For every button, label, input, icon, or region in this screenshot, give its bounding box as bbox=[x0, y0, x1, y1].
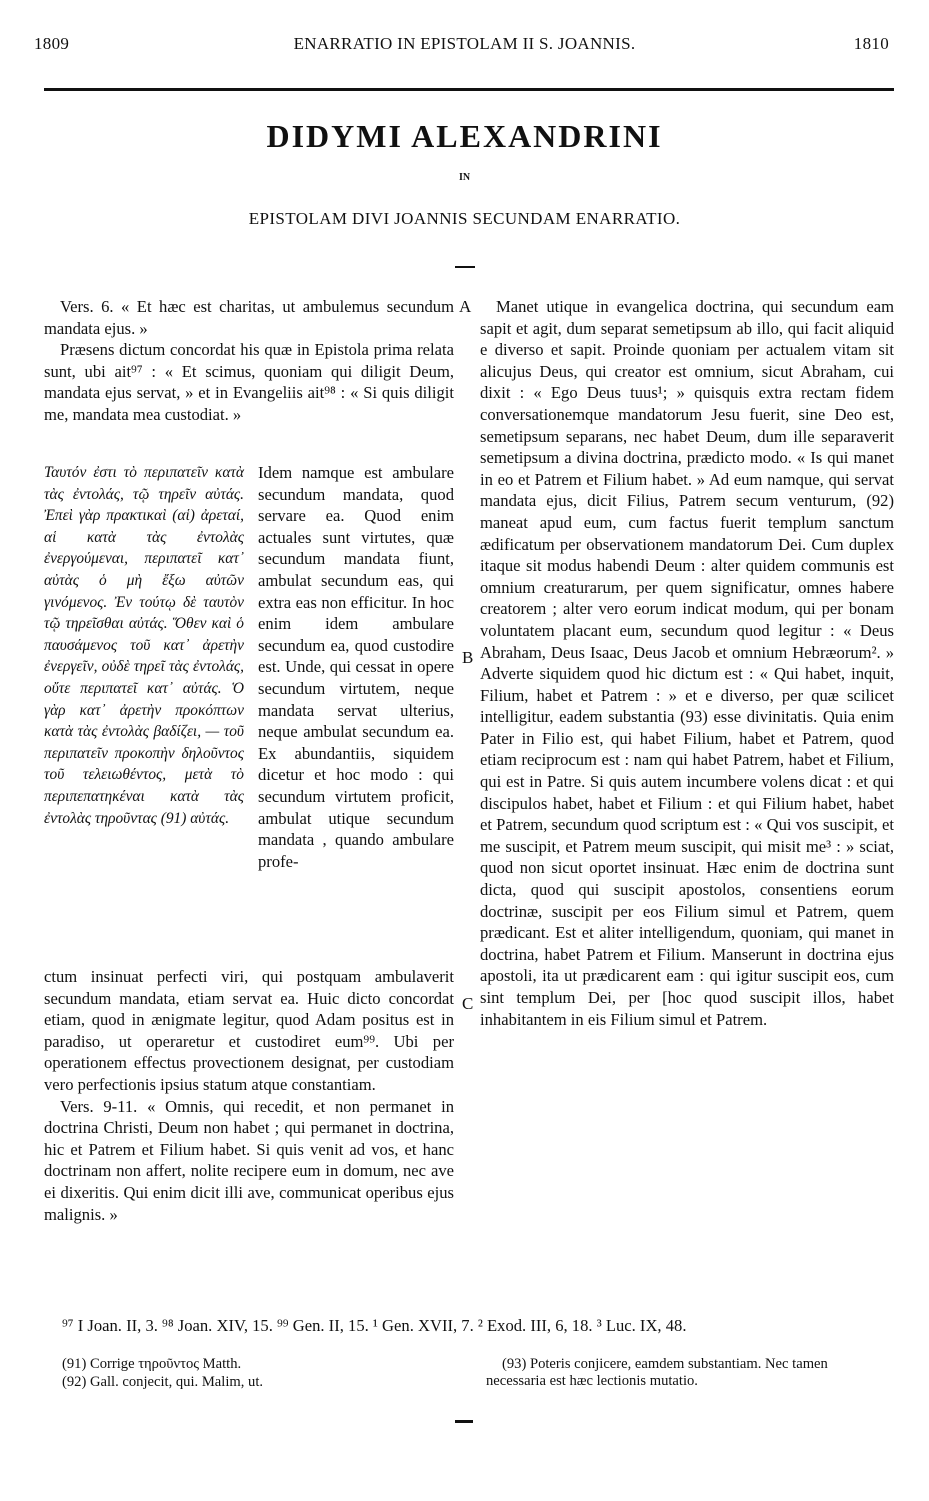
page-number-right: 1810 bbox=[853, 34, 889, 53]
verse-9-11: Vers. 9-11. « Omnis, qui recedit, et non permanet in doctrina Christi, Deum non habet ; qui permanet in doctrina, hic et Patrem et Filium habet. Si quis venit ad vos, et hanc doctrinam non affert, nolite recipere eum in domum, nec ave ei dixeritis. Qui enim dicit illi ave, communicat operibus ejus malignis. » bbox=[44, 1096, 454, 1224]
title-separator bbox=[455, 266, 475, 268]
main-title: DIDYMI ALEXANDRINI bbox=[266, 118, 663, 154]
right-column bbox=[480, 296, 894, 1030]
right-commentary: Manet utique in evangelica doctrina, qui secundum eam sapit et agit, dum separat semetipsum ab illo, qui facit aliquid e diverso et sapit. Proinde quoniam per actualem vitam sit alicujus Deus, qui creator est omnium, sicut Abraham, cui dixit : « Ego Deus tuus¹; » quisquis extra rectam fidem conversationemque mandatorum Jesu fuerit, sine Deo est, semetipsum separans, nec habet Deum, dum ille separaverit semetipsum a divina doctrina, prædicto modo. « Is qui manet in eo et Patrem et Filium habet. » Ad eum namque, qui servat mandata ejus, dicit Filius, Patrem secum venturum, (92) maneat apud eum, cum factus fuerit templum sanctum ædificatum per observationem mandatorum Dei. Cum duplex itaque sit modus habendi Deum : alter quidem communis est omnium creaturarum, per quem significatur, omnes habere creatorem ; alter vero eorum indicat modum, qui per bonam voluntatem placant eum, secundum quod legitur : « Deus Abraham, Deus Isaac, Deus Jacob et omnium Hebræorum². » Adverte siquidem quod hic dictum est : « Qui habet, inquit, Filium, habet et Patrem : » et e diverso, per quæ scilicet intelligitur, eadem substantia (93) esse divinitatis. Quia enim Pater in Filio est, qui habet Filium, habet et Patrem, quod etiam reciprocum est : nam qui habet Patrem, habet et Filium, qui est in Patre. Si quis autem incumbere volens dicat : et qui discipulos habet, habet et Filium : et qui Filium habet, habet et Patrem, secundum quod scriptum est : « Qui vos suscipit, et me suscipit, et Patrem meum suscipit, qui misit me³ : » sciat, quod non sicut oportet insinuat. Hæc enim de doctrina sunt dicta, quod qui suscipit apostolos, consentiens eorum doctrinæ, suscipit per eos Filium simul et Patrem, quem prædicant. Est et aliter intelligendum, quoniam, qui manet in doctrina, habet Patrem et Filium. Manserunt in doctrina ejus apostoli, ita ut prædicarent eam : qui igitur suscipit eos, cum sint templum Dei, per [hoc quod suscipit illos, habet inhabitantem in eis Filium simul et Patrem. bbox=[480, 297, 894, 1029]
left-column-continued bbox=[44, 966, 454, 1225]
praesens-paragraph: Præsens dictum concordat his quæ in Epistola prima relata sunt, ubi ait⁹⁷ : « Et scimus, quoniam qui diligit Deum, mandata ejus servat, » et in Evangeliis ait⁹⁸ : « Si quis diligit me, mandata mea custodiat. » bbox=[44, 340, 454, 424]
greek-text: Ταυτόν ἐστι τὸ περιπατεῖν κατὰ τὰς ἐντολάς, τῷ τηρεῖν αὐτάς. Ἐπεὶ γὰρ πρακτικαὶ (αἱ) ἀρεταί, αἱ κατὰ τὰς ἐντολὰς ἐνεργούμεναι, περιπατεῖ κατ᾽ αὐτὰς ὁ μὴ ἔξω αὐτῶν γινόμενος. Ἐν τούτῳ δὲ ταυτὸν τῷ τηρεῖσθαι αὐτάς. Ὅθεν καὶ ὁ παυσάμενος τοῦ κατ᾽ ἀρετὴν ἐνεργεῖν, οὐδὲ τηρεῖ τὰς ἐντολάς, οὔτε περιπατεῖ κατ᾽ αὐτάς. Ὁ γὰρ κατ᾽ ἀρετὴν προκόπτων κατὰ τὰς ἐντολὰς βαδίζει, — τοῦ περιπατεῖν προκοπὴν δηλοῦντος τοῦ τελειωθέντος, μετὰ τὸ περιπεπατηκέναι κατὰ τὰς ἐντολὰς τηροῦντας (91) αὐτάς. bbox=[44, 464, 244, 827]
margin-marker-c: C bbox=[462, 994, 474, 1013]
subtitle: EPISTOLAM DIVI JOANNIS SECUNDAM ENARRATIO. bbox=[248, 209, 681, 228]
latin-parallel-column bbox=[258, 462, 454, 872]
note-91: (91) Corrige τηροῦντος Matth. bbox=[62, 1356, 242, 1372]
bottom-separator bbox=[455, 1420, 473, 1423]
verse-6: Vers. 6. « Et hæc est charitas, ut ambulemus secundum mandata ejus. » bbox=[44, 297, 454, 338]
left-column bbox=[44, 296, 454, 426]
note-93: (93) Poteris conjicere, eamdem substantiam. Nec tamen necessaria est hæc lectionis mutatio. bbox=[486, 1356, 828, 1389]
note-92: (92) Gall. conjecit, qui. Malim, ut. bbox=[62, 1374, 264, 1390]
margin-marker-b: B bbox=[462, 648, 474, 667]
latin-continuation: ctum insinuat perfecti viri, qui postquam ambulaverit secundum mandata, etiam servat ea. Huic dicto concordat etiam, quod in ænigmate legitur, quod Adam positus est in paradiso, ut operaretur et custodiret eum⁹⁹. Ubi per operationem effectus provectionem designat, per custodiam vero perfectionis ipsius statum atque constantiam. bbox=[44, 967, 454, 1094]
title-in: IN bbox=[458, 172, 471, 183]
greek-column bbox=[44, 462, 244, 829]
running-title: ENARRATIO IN EPISTOLAM II S. JOANNIS. bbox=[293, 34, 636, 53]
latin-parallel-text: Idem namque est ambulare secundum mandata, quod servare ea. Quod enim actuales sunt virtutes, quæ secundum mandata fiunt, ambulat secundum eas, qui extra eas non efficitur. In hoc enim idem ambulare secundum ea, quod custodire est. Unde, qui cessat in opere secundum virtutem, neque mandata servat ulterius, neque ambulat secundum ea. Ex abundantiis, siquidem dicetur et hoc modo : qui secundum virtutem proficit, ambulat utique secundum mandata , quando ambulare profe- bbox=[258, 463, 454, 871]
page-number-left: 1809 bbox=[34, 34, 70, 53]
margin-marker-a: A bbox=[459, 297, 472, 316]
footnote-references: ⁹⁷ I Joan. II, 3. ⁹⁸ Joan. XIV, 15. ⁹⁹ Gen. II, 15. ¹ Gen. XVII, 7. ² Exod. III, 6, 18. ³ Luc. IX, 48. bbox=[62, 1316, 687, 1335]
header-rule bbox=[44, 88, 894, 91]
